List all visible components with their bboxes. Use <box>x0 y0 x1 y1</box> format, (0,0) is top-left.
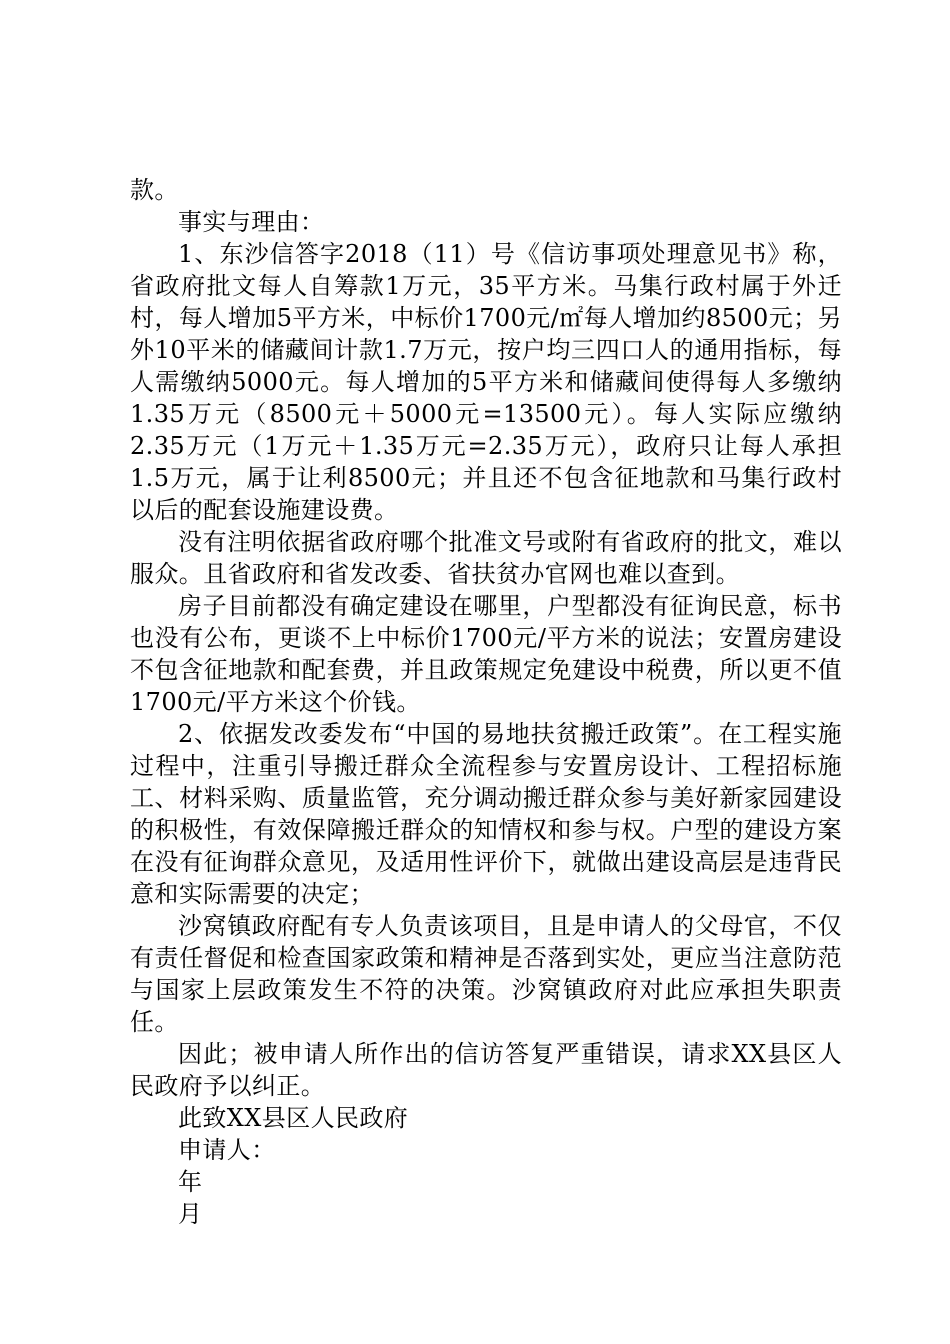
paragraph-2: 没有注明依据省政府哪个批准文号或附有省政府的批文，难以服众。且省政府和省发改委、省扶贫办官网也难以查到。 <box>130 528 842 588</box>
paragraph-6: 因此；被申请人所作出的信访答复严重错误，请求XX县区人民政府予以纠正。 <box>130 1040 842 1100</box>
paragraph-5: 沙窝镇政府配有专人负责该项目，且是申请人的父母官，不仅有责任督促和检查国家政策和精神是否落到实处，更应当注意防范与国家上层政策发生不符的决策。沙窝镇政府对此应承担失职责任。 <box>130 912 842 1036</box>
applicant-label: 申请人： <box>178 1136 276 1164</box>
month-label: 月 <box>178 1200 203 1228</box>
year-label: 年 <box>178 1168 203 1196</box>
document-page <box>130 174 842 1230</box>
paragraph-1: 1、东沙信答字2018（11）号《信访事项处理意见书》称，省政府批文每人自筹款1万元，35平方米。马集行政村属于外迁村，每人增加5平方米，中标价1700元/㎡每人增加约8500元；另外10平米的储藏间计款1.7万元，按户均三四口人的通用指标，每人需缴纳5000元。每人增加的5平方米和储藏间使得每人多缴纳1.35万元（8500元＋5000元=13500元）。每人实际应缴纳2.35万元（1万元＋1.35万元=2.35万元），政府只让每人承担1.5万元，属于让利8500元；并且还不包含征地款和马集行政村以后的配套设施建设费。 <box>130 240 842 524</box>
paragraph-4: 2、依据发改委发布“中国的易地扶贫搬迁政策”。在工程实施过程中，注重引导搬迁群众全流程参与安置房设计、工程招标施工、材料采购、质量监管，充分调动搬迁群众参与美好新家园建设的积极性，有效保障搬迁群众的知情权和参与权。户型的建设方案在没有征询群众意见，及适用性评价下，就做出建设高层是违背民意和实际需要的决定； <box>130 720 842 908</box>
paragraph-3: 房子目前都没有确定建设在哪里，户型都没有征询民意，标书也没有公布，更谈不上中标价1700元/平方米的说法；安置房建设不包含征地款和配套费，并且政策规定免建设中税费，所以更不值1700元/平方米这个价钱。 <box>130 592 842 716</box>
section-heading: 事实与理由： <box>178 208 325 236</box>
continued-text: 款。 <box>130 176 179 204</box>
salutation: 此致XX县区人民政府 <box>178 1104 409 1132</box>
